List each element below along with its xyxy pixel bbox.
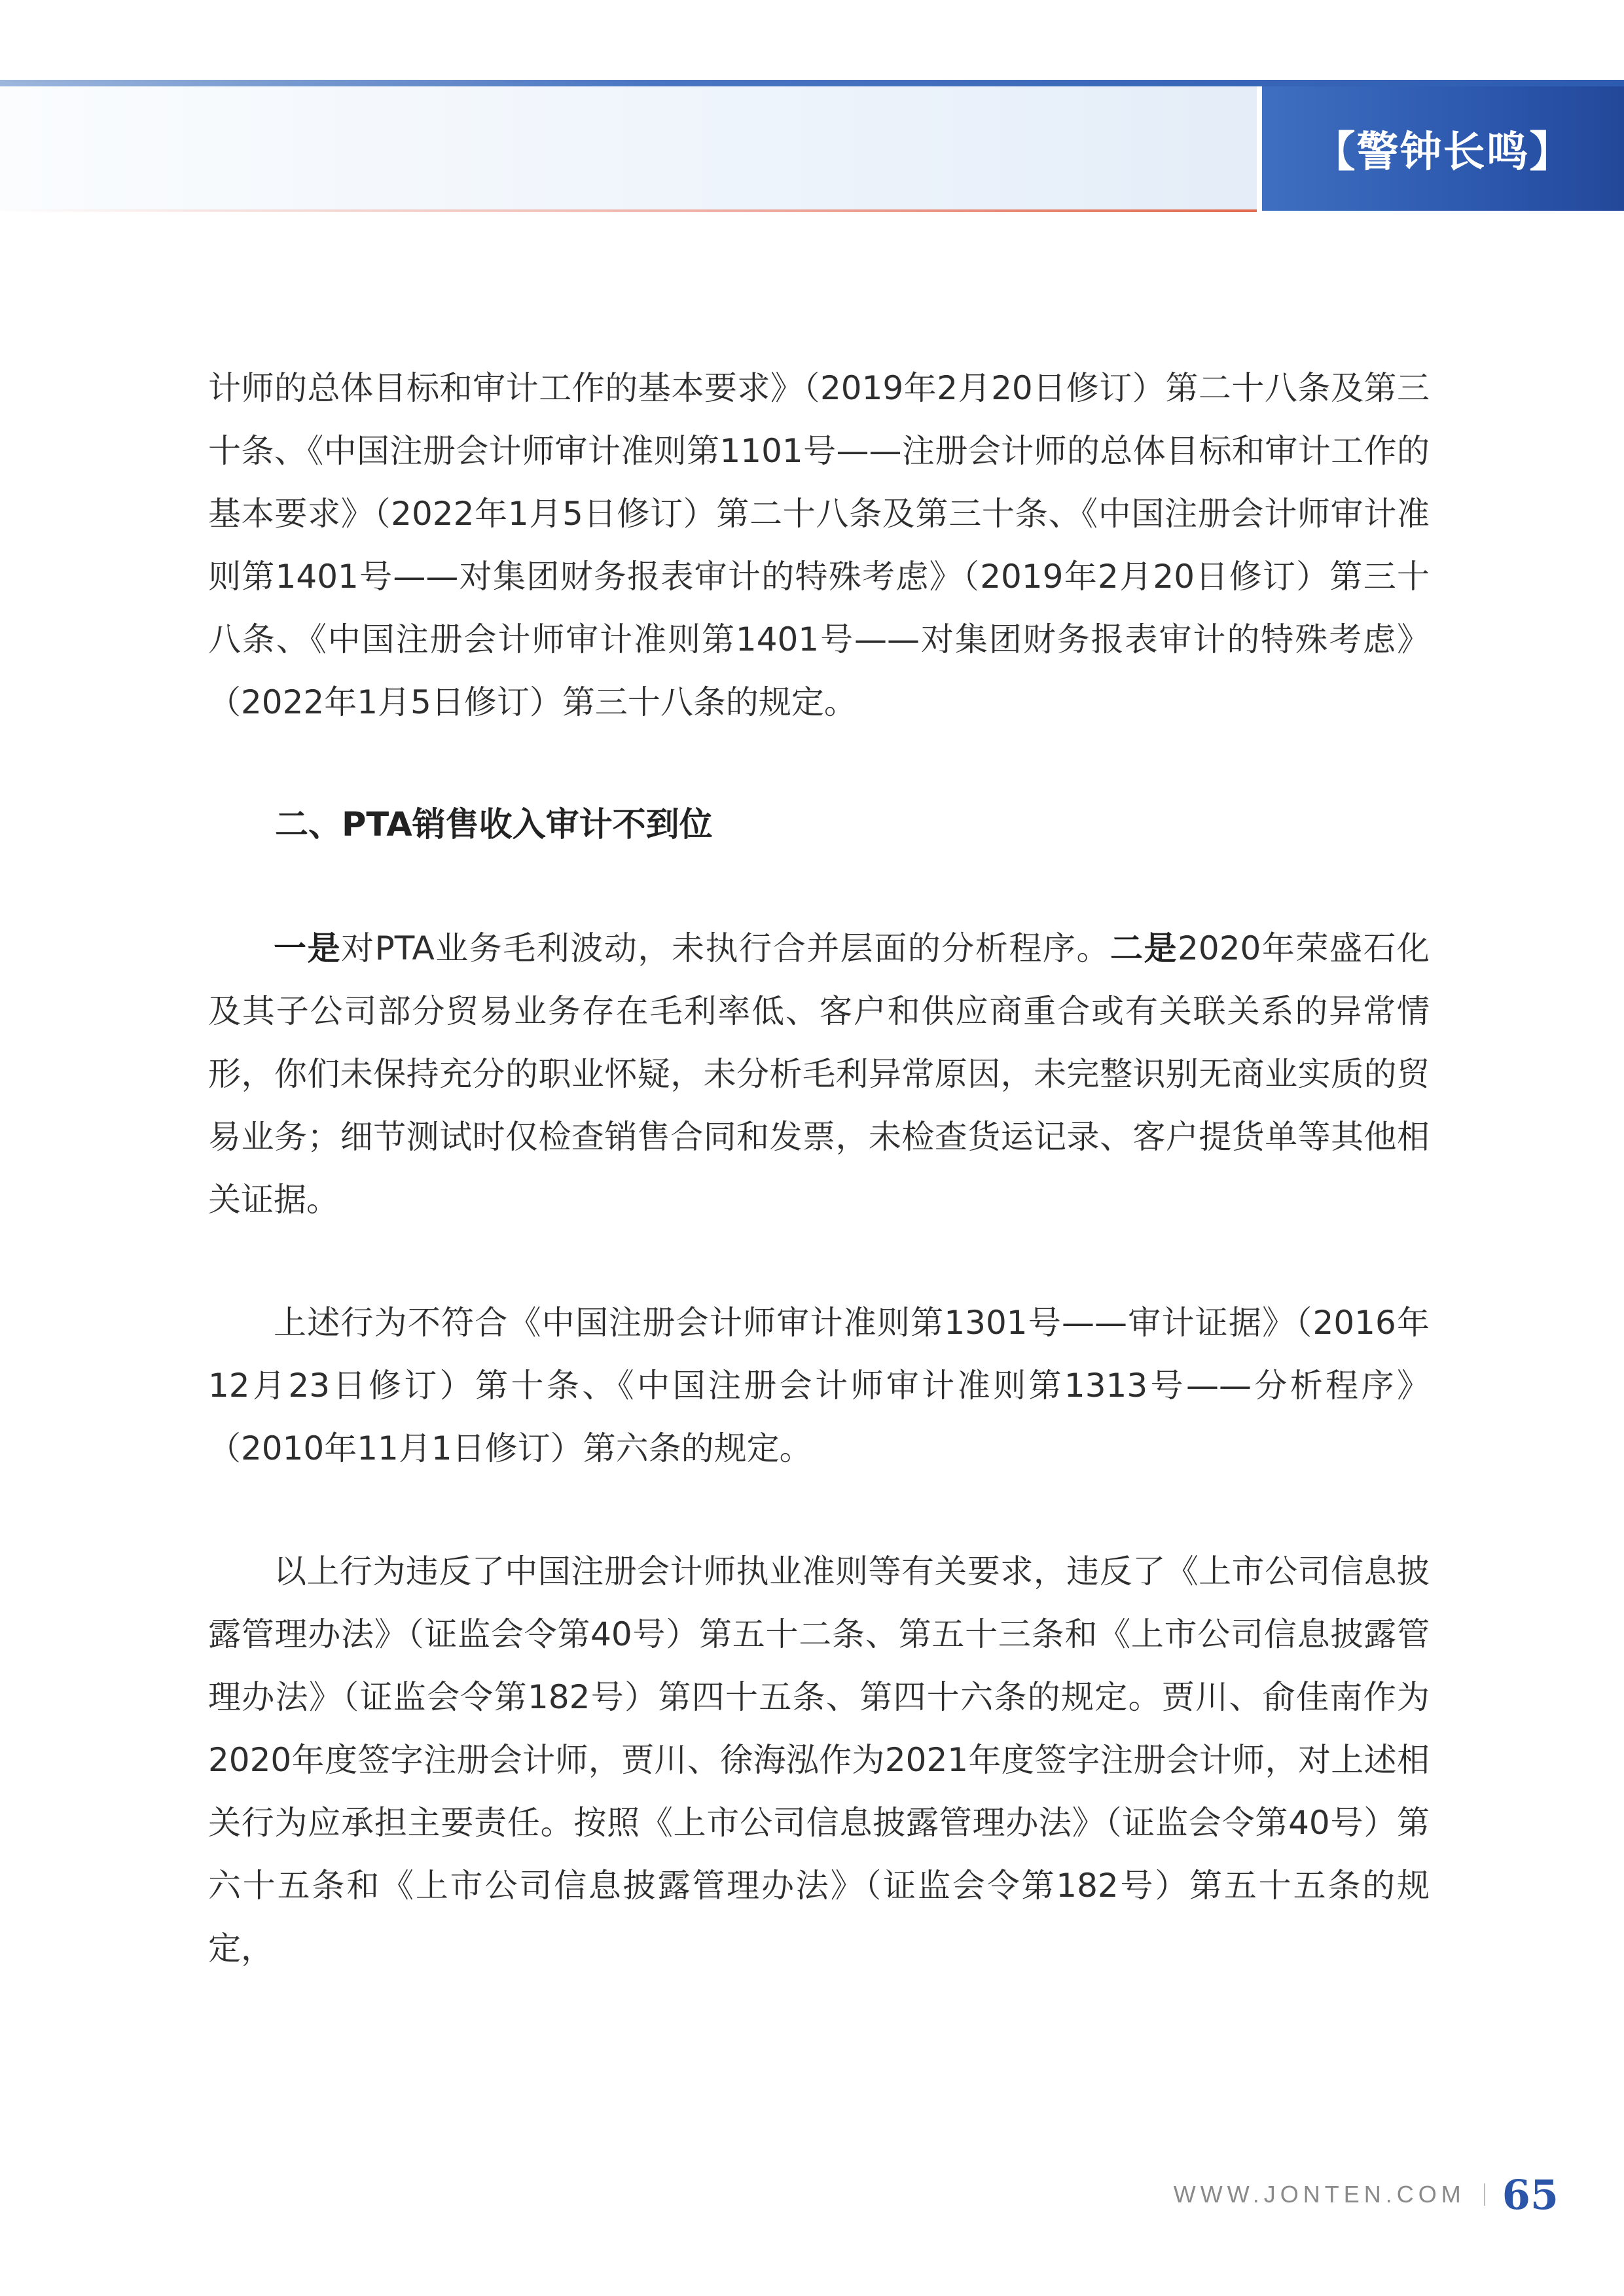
- lead-second: 二是: [1110, 929, 1178, 967]
- lead-first: 一是: [274, 929, 342, 967]
- section-heading: 二、PTA销售收入审计不到位: [275, 806, 713, 844]
- header-band: [0, 86, 1257, 211]
- page-content: [208, 357, 1430, 1980]
- footer-divider: [1484, 2183, 1485, 2206]
- page-number: 65: [1502, 2170, 1559, 2219]
- section-label: 【警钟长鸣】: [1313, 128, 1573, 177]
- paragraph-continued: 计师的总体目标和审计工作的基本要求》（2019年2月20日修订）第二十八条及第三十条、《中国注册会计师审计准则第1101号——注册会计师的总体目标和审计工作的基本要求》（2022年1月5日修订）第二十八条及第三十条、《中国注册会计师审计准则第1401号——对集团财务报表审计的特殊考虑》（2019年2月20日修订）第三十八条、《中国注册会计师审计准则第1401号——对集团财务报表审计的特殊考虑》（2022年1月5日修订）第三十八条的规定。: [208, 369, 1430, 721]
- finding-two-text: 2020年荣盛石化及其子公司部分贸易业务存在毛利率低、客户和供应商重合或有关联关系的异常情形，你们未保持充分的职业怀疑，未分析毛利异常原因，未完整识别无商业实质的贸易业务；细节测试时仅检查销售合同和发票，未检查货运记录、客户提货单等其他相关证据。: [208, 929, 1430, 1219]
- footer-website: WWW.JONTEN.COM: [1173, 2181, 1466, 2208]
- header-section-tab: [1262, 86, 1624, 211]
- finding-one-text: 对PTA业务毛利波动，未执行合并层面的分析程序。: [341, 929, 1110, 967]
- paragraph-findings: [208, 917, 1430, 1231]
- header-underline: [0, 209, 1257, 212]
- paragraph-violations: 以上行为违反了中国注册会计师执业准则等有关要求，违反了《上市公司信息披露管理办法》（证监会令第40号）第五十二条、第五十三条和《上市公司信息披露管理办法》（证监会令第182号）第四十五条、第四十六条的规定。贾川、俞佳南作为2020年度签字注册会计师，贾川、徐海泓作为2021年度签字注册会计师，对上述相关行为应承担主要责任。按照《上市公司信息披露管理办法》（证监会令第40号）第六十五条和《上市公司信息披露管理办法》（证监会令第182号）第五十五条的规定，: [208, 1552, 1430, 1967]
- paragraph-standards: 上述行为不符合《中国注册会计师审计准则第1301号——审计证据》（2016年12月23日修订）第十条、《中国注册会计师审计准则第1313号——分析程序》（2010年11月1日修订）第六条的规定。: [208, 1304, 1430, 1467]
- page-footer: [1174, 2172, 1559, 2217]
- header-top-line: [0, 80, 1624, 86]
